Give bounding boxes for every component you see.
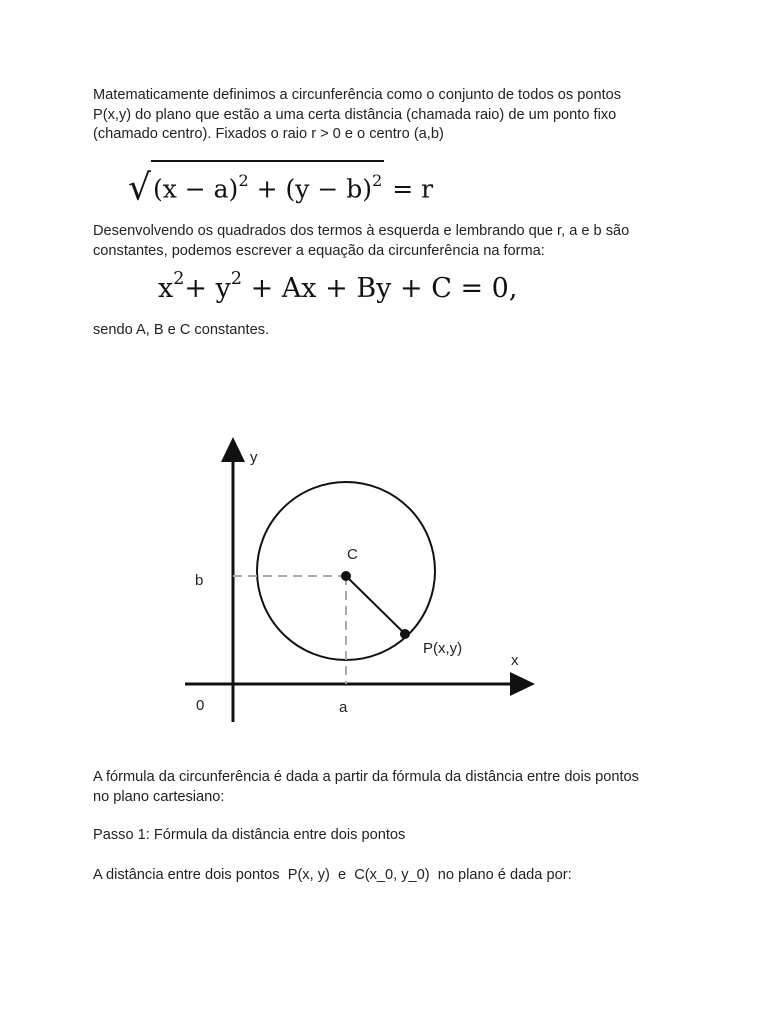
radicand-term-a: (x − a) xyxy=(152,174,239,204)
y-axis-label: y xyxy=(250,449,258,466)
x-axis-label: x xyxy=(511,652,519,669)
term-x: x xyxy=(158,273,174,304)
intro-line: (chamado centro). Fixados o raio r > 0 e o centro (a,b) xyxy=(93,126,444,142)
exponent: 2 xyxy=(371,170,383,190)
formula-intro-paragraph xyxy=(93,768,693,807)
a-label: a xyxy=(339,699,348,716)
formula-intro-line: A fórmula da circunferência é dada a partir da fórmula da distância entre dois pontos xyxy=(93,769,639,785)
x-axis-arrow xyxy=(510,672,535,696)
develop-line: constantes, podemos escrever a equação da circunferência na forma: xyxy=(93,242,545,259)
b-label: b xyxy=(195,572,204,589)
exponent: 2 xyxy=(173,269,185,290)
center-point xyxy=(341,571,351,581)
point-label: P(x,y) xyxy=(423,640,463,657)
plus-sign: + xyxy=(248,174,286,204)
term-y: + y xyxy=(184,273,231,304)
step1-line: Passo 1: Fórmula da distância entre dois pontos xyxy=(93,827,406,843)
distance-line: A distância entre dois pontos P(x, y) e C(x_0, y_0) no plano é dada por: xyxy=(93,867,572,883)
equation-rhs: = r xyxy=(384,174,434,204)
formula-intro-line: no plano cartesiano: xyxy=(93,788,225,805)
circle-point xyxy=(400,629,410,639)
intro-line: Matematicamente definimos a circunferência como o conjunto de todos os pontos xyxy=(93,87,622,103)
exponent: 2 xyxy=(238,170,249,190)
radical-sign: √ xyxy=(128,167,151,209)
y-axis-arrow xyxy=(221,437,245,462)
radius-line xyxy=(346,576,405,634)
exponent: 2 xyxy=(230,269,243,290)
distance-paragraph xyxy=(93,866,693,886)
origin-label: 0 xyxy=(196,697,205,714)
radicand-term-b: (y − b) xyxy=(285,174,372,204)
develop-line: Desenvolvendo os quadrados dos termos à esquerda e lembrando que r, a e b são xyxy=(93,223,630,239)
equation-rest: + Ax + By + C = 0, xyxy=(242,273,518,304)
intro-line: P(x,y) do plano que estão a uma certa distância (chamada raio) de um ponto fixo xyxy=(93,106,617,123)
step1-heading xyxy=(93,826,693,846)
constants-line: sendo A, B e C constantes. xyxy=(93,322,270,338)
center-label: C xyxy=(347,546,358,563)
